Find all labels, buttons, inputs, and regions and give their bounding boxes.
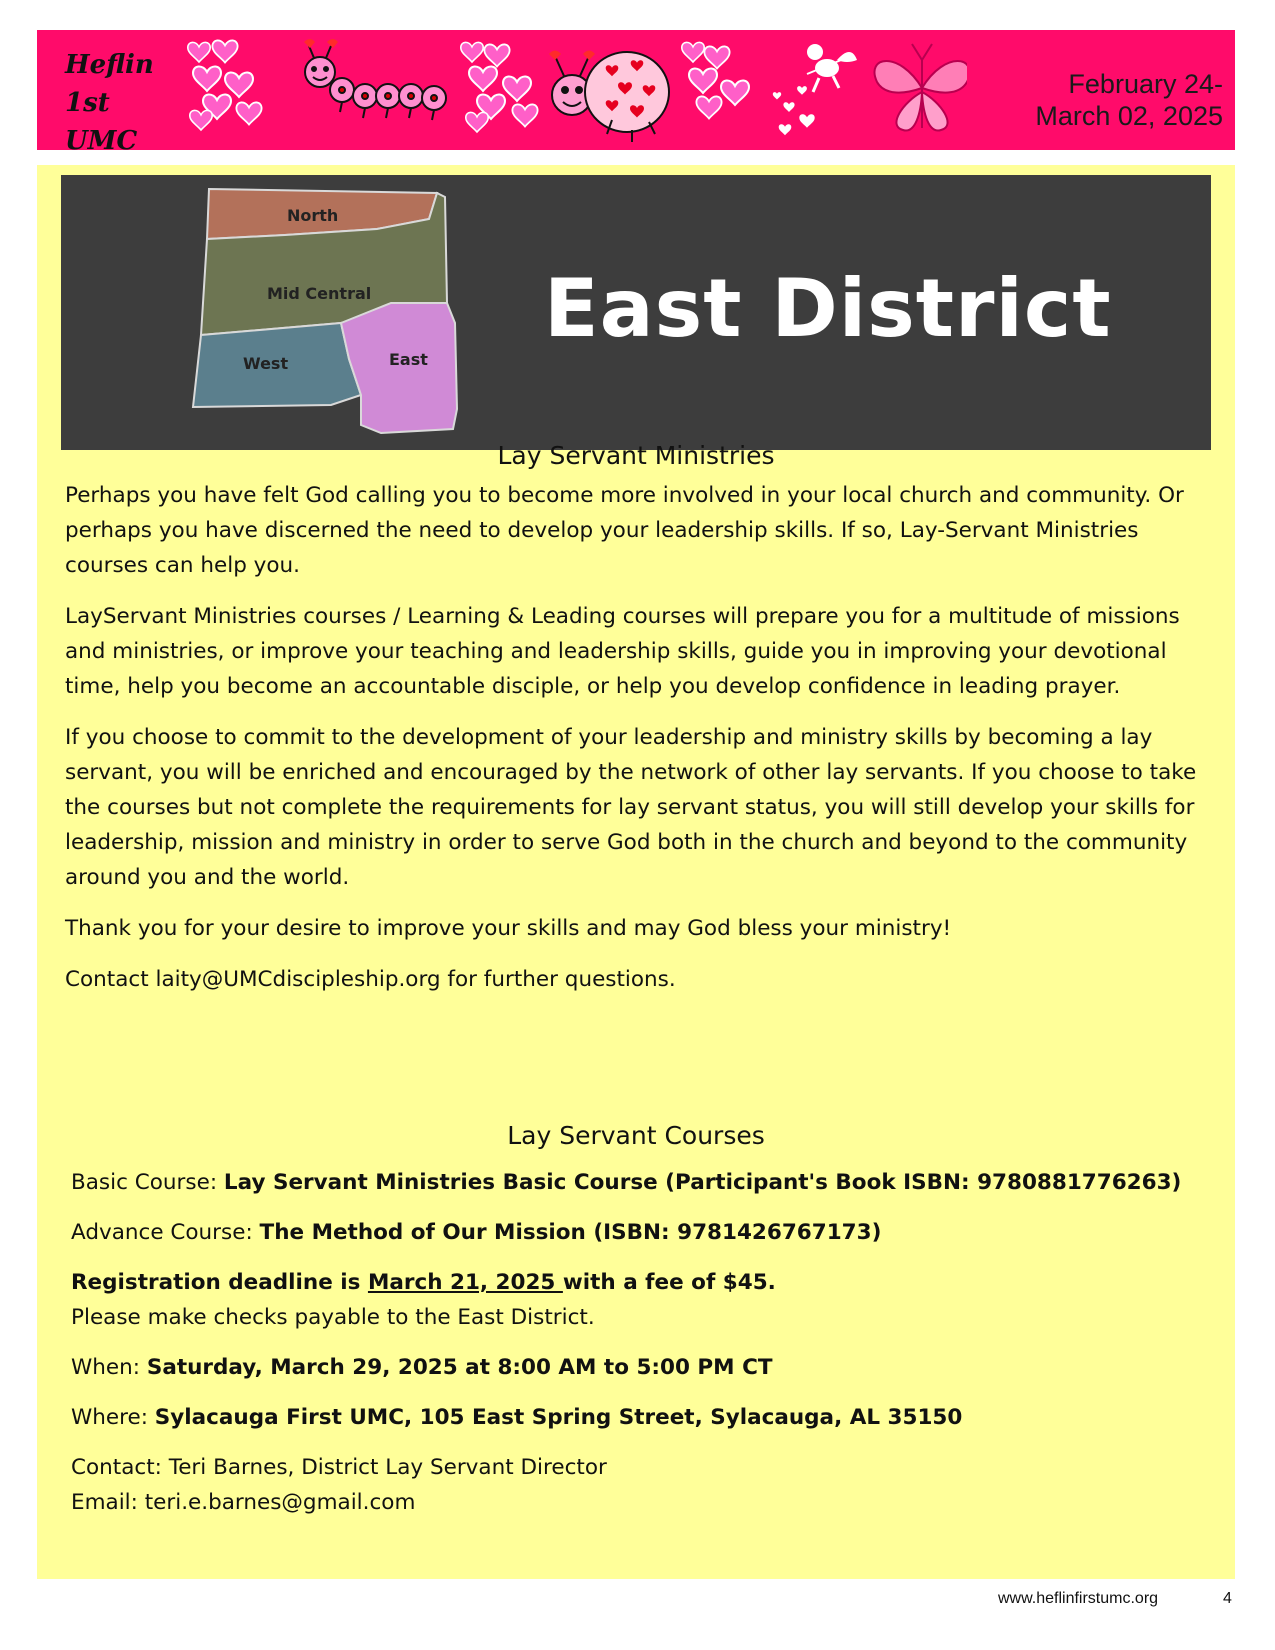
basic-course-label: Basic Course:: [71, 1170, 224, 1195]
where-label: Where:: [71, 1405, 155, 1430]
registration-prefix: Registration deadline is: [71, 1270, 368, 1295]
when-label: When:: [71, 1355, 147, 1380]
heart-cluster-icon: [682, 42, 749, 118]
map-label-west: West: [243, 354, 289, 373]
advance-course-title: The Method of Our Mission (ISBN: 9781426767173): [259, 1220, 882, 1245]
map-label-north: North: [287, 206, 339, 225]
ministries-heading: Lay Servant Ministries: [497, 441, 775, 470]
ministries-body: [65, 478, 1210, 1013]
brand-line-1: Heflin: [65, 50, 154, 80]
ministries-paragraph-3: If you choose to commit to the development of your leadership and ministry skills by becoming a lay servant, you will be enriched and encouraged by the network of other lay servants. If you choose to take the courses but not complete the requirements for lay servant status, you will still develop your skills for leadership, mission and ministry in order to serve God both in the church and beyond to the community around you and the world.: [65, 725, 1197, 890]
registration-date: March 21, 2025: [367, 1270, 563, 1295]
checks-payable-note: Please make checks payable to the East District.: [71, 1305, 595, 1330]
church-logo-text: [65, 46, 185, 160]
content-panel: [37, 165, 1235, 1579]
course-where: [71, 1400, 1211, 1435]
ministries-paragraph-4: Thank you for your desire to improve your skills and may God bless your ministry!: [65, 916, 952, 941]
ministries-contact: Contact laity@UMCdiscipleship.org for further questions.: [65, 967, 676, 992]
where-value: Sylacauga First UMC, 105 East Spring Street, Sylacauga, AL 35150: [154, 1405, 963, 1430]
ministries-paragraph-1: Perhaps you have felt God calling you to become more involved in your local church and community. Or perhaps you have discerned the need to develop your leadership skills. If so, Lay-Servant Ministries courses can help you.: [65, 483, 1184, 578]
district-title: East District: [544, 262, 1112, 355]
district-banner: [61, 175, 1211, 450]
ministries-paragraph-2: LayServant Ministries courses / Learning & Leading courses will prepare you for a multitude of missions and ministries, or improve your teaching and leadership skills, guide you in improving your devotional time, help you become an accountable disciple, or help you develop confidence in leading prayer.: [65, 604, 1180, 699]
district-map-icon: [191, 183, 501, 443]
page-number: 4: [1223, 1590, 1232, 1607]
footer-website: www.heflinfirstumc.org: [998, 1590, 1159, 1607]
director-email: Email: teri.e.barnes@gmail.com: [71, 1490, 416, 1515]
date-line-2: March 02, 2025: [1035, 101, 1223, 131]
advance-course-label: Advance Course:: [71, 1220, 260, 1245]
small-hearts-icon: [773, 86, 815, 135]
brand-line-2: 1st UMC: [65, 88, 138, 156]
cupid-icon: [807, 44, 857, 92]
registration-deadline: [71, 1265, 1211, 1300]
course-when: [71, 1350, 1211, 1385]
director-contact: Contact: Teri Barnes, District Lay Servant Director: [71, 1455, 607, 1480]
map-label-east: East: [389, 350, 428, 369]
advance-course: [71, 1215, 1211, 1250]
when-value: Saturday, March 29, 2025 at 8:00 AM to 5:00 PM CT: [146, 1355, 773, 1380]
valentine-clipart: [187, 30, 967, 150]
date-line-1: February 24-: [1068, 69, 1223, 99]
courses-details: [71, 1165, 1211, 1535]
header-banner: [37, 30, 1235, 156]
issue-date-range: [1003, 68, 1223, 132]
ladybug-icon: [549, 51, 669, 143]
registration-fee: with a fee of $45.: [562, 1270, 776, 1295]
heart-cluster-icon: [461, 42, 538, 132]
map-label-mid-central: Mid Central: [267, 284, 372, 303]
butterfly-icon: [875, 44, 967, 131]
heart-cluster-icon: [188, 40, 262, 130]
courses-heading: Lay Servant Courses: [507, 1121, 765, 1150]
basic-course-title: Lay Servant Ministries Basic Course (Participant's Book ISBN: 9780881776263): [223, 1170, 1182, 1195]
basic-course: [71, 1165, 1211, 1200]
caterpillar-icon: [304, 39, 446, 120]
